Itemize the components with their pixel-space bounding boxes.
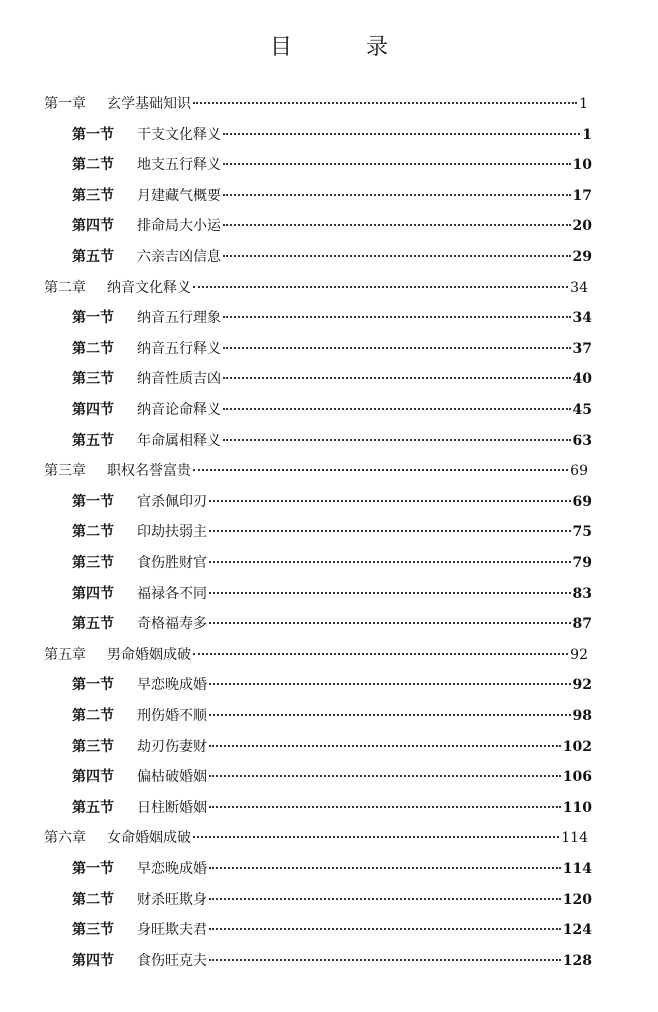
section-number: 第四节 — [72, 585, 114, 602]
toc-section-entry[interactable] — [72, 858, 592, 880]
dot-leader — [209, 928, 561, 930]
section-title: 印劫扶弱主 — [137, 524, 207, 541]
page-number: 98 — [572, 708, 592, 724]
section-title: 财杀旺欺身 — [137, 891, 207, 908]
toc-section-entry[interactable] — [72, 124, 592, 146]
dot-leader — [209, 622, 571, 624]
page-number: 17 — [572, 187, 592, 204]
section-number: 第四节 — [72, 218, 114, 235]
section-title: 六亲吉凶信息 — [137, 249, 221, 265]
dot-leader — [223, 255, 571, 257]
dot-leader — [223, 408, 571, 410]
section-number: 第二节 — [72, 157, 114, 174]
dot-leader — [209, 500, 571, 502]
toc-section-entry[interactable] — [72, 185, 592, 207]
dot-leader — [193, 469, 568, 471]
section-title: 纳音论命释义 — [137, 402, 221, 418]
dot-leader — [209, 530, 571, 532]
toc-section-entry[interactable] — [72, 797, 592, 819]
page-number: 20 — [572, 218, 592, 235]
dot-leader — [209, 714, 571, 716]
section-title: 偏枯破婚姻 — [137, 769, 207, 786]
section-number: 第三节 — [72, 738, 114, 755]
section-title: 排命局大小运 — [137, 218, 221, 235]
toc-section-entry[interactable] — [72, 613, 592, 635]
section-title: 官杀佩印刃 — [137, 493, 207, 510]
section-title: 日柱断婚姻 — [137, 799, 207, 816]
page-number: 1 — [582, 126, 592, 143]
chapter-title: 男命婚姻成破 — [107, 646, 191, 663]
toc-section-entry[interactable] — [72, 552, 592, 574]
chapter-title: 纳音文化释义 — [107, 279, 191, 296]
section-number: 第四节 — [72, 769, 114, 786]
page-number: 83 — [572, 585, 592, 602]
page-number: 110 — [562, 799, 592, 816]
dot-leader — [223, 377, 571, 379]
toc-section-entry[interactable] — [72, 246, 592, 268]
toc-section-entry[interactable] — [72, 950, 592, 972]
chapter-title: 玄学基础知识 — [107, 96, 191, 112]
toc-section-entry[interactable] — [72, 307, 592, 329]
page-number: 120 — [562, 891, 592, 908]
section-number: 第一节 — [72, 493, 114, 510]
section-number: 第二节 — [72, 891, 114, 908]
page-number: 114 — [562, 861, 592, 877]
toc-section-entry[interactable] — [72, 736, 592, 758]
section-number: 第一节 — [72, 861, 114, 877]
toc-chapter-entry[interactable] — [44, 644, 588, 666]
dot-leader — [209, 959, 561, 961]
page-number: 69 — [572, 493, 592, 510]
page-title: 目 录 — [269, 35, 414, 60]
section-number: 第一节 — [72, 677, 114, 694]
dot-leader — [193, 653, 568, 655]
toc-section-entry[interactable] — [72, 889, 592, 911]
section-number: 第五节 — [72, 616, 114, 633]
section-number: 第二节 — [72, 708, 114, 724]
section-title: 刑伤婚不顺 — [137, 708, 207, 724]
section-title: 奇格福寿多 — [137, 616, 207, 633]
section-number: 第三节 — [72, 922, 114, 939]
dot-leader — [209, 806, 561, 808]
toc-chapter-entry[interactable] — [44, 277, 588, 299]
section-number: 第三节 — [72, 555, 114, 571]
section-number: 第五节 — [72, 432, 114, 449]
toc-chapter-entry[interactable] — [44, 93, 588, 115]
page-number: 29 — [572, 249, 592, 265]
dot-leader — [193, 102, 577, 104]
section-number: 第三节 — [72, 371, 114, 388]
page-number: 102 — [562, 738, 592, 755]
section-number: 第二节 — [72, 524, 114, 541]
page-number: 128 — [562, 952, 592, 969]
toc-section-entry[interactable] — [72, 215, 592, 237]
chapter-number: 第五章 — [44, 646, 86, 663]
section-title: 食伤胜财官 — [137, 555, 207, 571]
toc-section-entry[interactable] — [72, 705, 592, 727]
dot-leader — [223, 439, 571, 441]
chapter-number: 第三章 — [44, 463, 86, 480]
page-number: 63 — [572, 432, 592, 449]
section-title: 地支五行释义 — [137, 157, 221, 174]
section-title: 纳音五行理象 — [137, 310, 221, 327]
toc-section-entry[interactable] — [72, 674, 592, 696]
page-number: 79 — [572, 555, 592, 571]
section-number: 第二节 — [72, 340, 114, 357]
dot-leader — [193, 836, 559, 838]
section-number: 第一节 — [72, 310, 114, 327]
toc-section-entry[interactable] — [72, 521, 592, 543]
section-title: 福禄各不同 — [137, 585, 207, 602]
toc-section-entry[interactable] — [72, 154, 592, 176]
toc-section-entry[interactable] — [72, 919, 592, 941]
section-number: 第三节 — [72, 187, 114, 204]
section-number: 第五节 — [72, 799, 114, 816]
dot-leader — [209, 683, 571, 685]
dot-leader — [209, 745, 561, 747]
section-title: 早恋晚成婚 — [137, 677, 207, 694]
dot-leader — [209, 867, 561, 869]
dot-leader — [223, 347, 571, 349]
page-number: 124 — [562, 922, 592, 939]
section-title: 月建藏气概要 — [137, 187, 221, 204]
chapter-number: 第一章 — [44, 96, 86, 112]
chapter-number: 第二章 — [44, 279, 86, 296]
toc-section-entry[interactable] — [72, 338, 592, 360]
section-number: 第一节 — [72, 126, 114, 143]
toc-section-entry[interactable] — [72, 766, 592, 788]
section-title: 早恋晚成婚 — [137, 861, 207, 877]
dot-leader — [223, 163, 571, 165]
toc-section-entry[interactable] — [72, 430, 592, 452]
section-title: 年命属相释义 — [137, 432, 221, 449]
page-number: 87 — [572, 616, 592, 633]
chapter-title: 女命婚姻成破 — [107, 830, 191, 847]
section-number: 第五节 — [72, 249, 114, 265]
dot-leader — [209, 775, 561, 777]
dot-leader — [223, 316, 571, 318]
section-title: 纳音五行释义 — [137, 340, 221, 357]
dot-leader — [209, 898, 561, 900]
page-number: 92 — [570, 646, 588, 663]
toc-section-entry[interactable] — [72, 491, 592, 513]
toc-section-entry[interactable] — [72, 399, 592, 421]
dot-leader — [223, 194, 571, 196]
page-number: 92 — [572, 677, 592, 694]
page-number: 45 — [572, 402, 592, 418]
section-title: 身旺欺夫君 — [137, 922, 207, 939]
toc-section-entry[interactable] — [72, 368, 592, 390]
section-title: 干支文化释义 — [137, 126, 221, 143]
toc-chapter-entry[interactable] — [44, 827, 588, 849]
page-number: 34 — [570, 279, 588, 296]
page-number: 10 — [572, 157, 592, 174]
dot-leader — [209, 592, 571, 594]
page-number: 114 — [561, 830, 588, 847]
page-number: 75 — [572, 524, 592, 541]
section-title: 劫刃伤妻财 — [137, 738, 207, 755]
chapter-title: 职权名誉富贵 — [107, 463, 191, 480]
toc-section-entry[interactable] — [72, 583, 592, 605]
dot-leader — [223, 133, 580, 135]
section-number: 第四节 — [72, 402, 114, 418]
page-number: 34 — [572, 310, 592, 327]
toc-chapter-entry[interactable] — [44, 460, 588, 482]
section-number: 第四节 — [72, 952, 114, 969]
section-title: 纳音性质吉凶 — [137, 371, 221, 388]
section-title: 食伤旺克夫 — [137, 952, 207, 969]
page-number: 40 — [572, 371, 592, 388]
page-number: 106 — [562, 769, 592, 786]
page-number: 37 — [572, 340, 592, 357]
dot-leader — [223, 224, 571, 226]
chapter-number: 第六章 — [44, 830, 86, 847]
dot-leader — [209, 561, 571, 563]
page-number: 1 — [579, 96, 588, 112]
page-number: 69 — [570, 463, 588, 480]
dot-leader — [193, 286, 568, 288]
